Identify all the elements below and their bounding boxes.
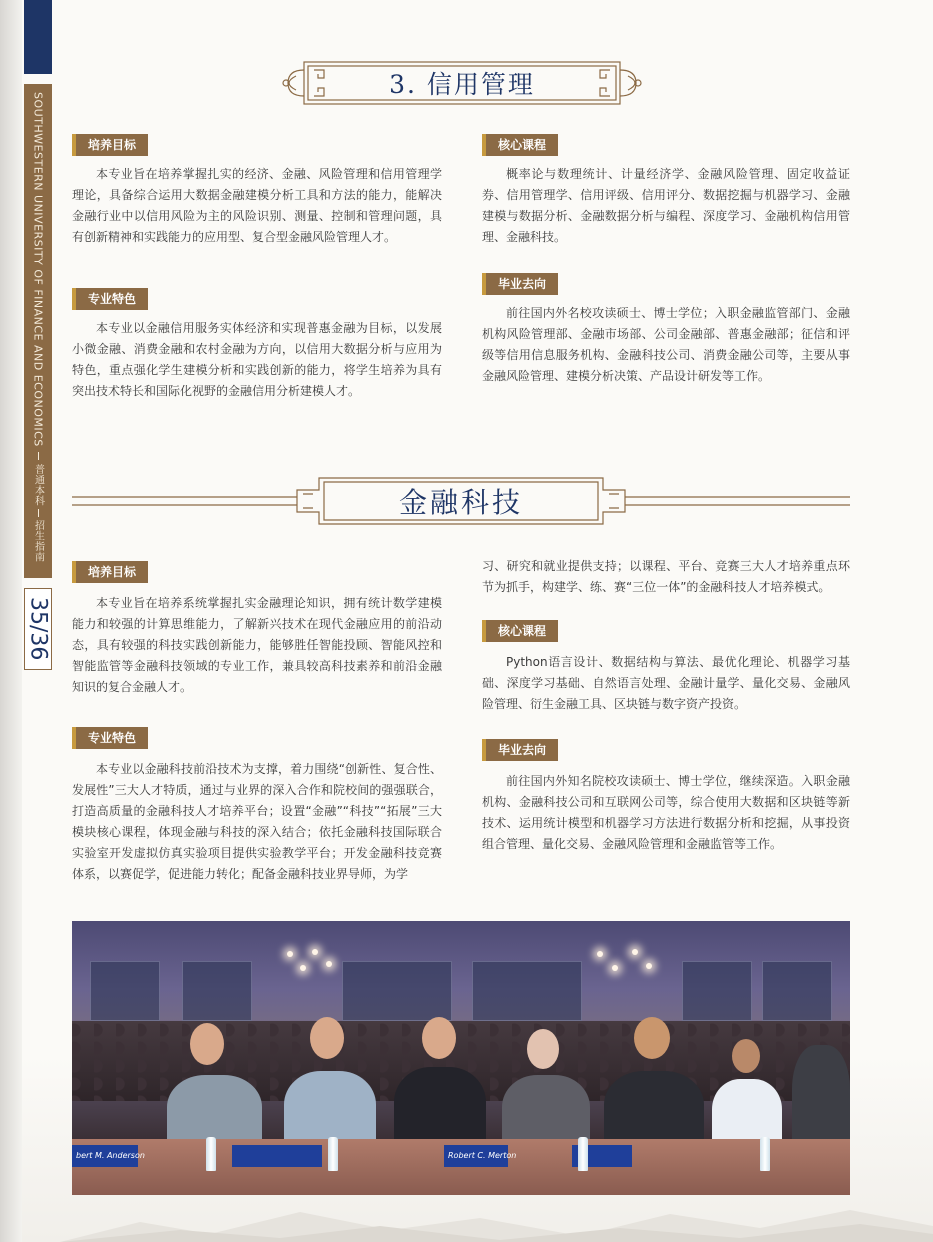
paragraph: Python语言设计、数据结构与算法、最优化理论、机器学习基础、深度学习基础、自然语言处理、金融计量学、量化交易、金融风险管理、衍生金融工具、区块链与数字资产投资。 bbox=[482, 655, 850, 711]
spine-university-name: SOUTHWESTERN UNIVERSITY OF FINANCE AND ECONOMICS bbox=[31, 92, 45, 447]
page-gutter-shadow bbox=[0, 0, 22, 1242]
tag-label: 核心课程 bbox=[482, 620, 558, 642]
fintech-feature-continued bbox=[482, 556, 850, 598]
water-bottle bbox=[328, 1137, 338, 1171]
conference-photo bbox=[72, 921, 850, 1195]
spine-labels bbox=[24, 92, 52, 562]
fintech-courses-block bbox=[482, 620, 850, 715]
section-title-text: 金融科技 bbox=[398, 486, 523, 519]
tag-label: 专业特色 bbox=[72, 727, 148, 749]
section-title-credit bbox=[278, 60, 646, 106]
paragraph: 前往国内外名校攻读硕士、博士学位；入职金融监管部门、金融机构风险管理部、金融市场部、公司金融部、普惠金融部；征信和评级等信用信息服务机构、金融科技公司、消费金融公司等，主要从事金融风险管理、建模分析决策、产品设计研发等工作。 bbox=[482, 306, 850, 383]
water-bottle bbox=[578, 1137, 588, 1171]
water-bottle bbox=[760, 1137, 770, 1171]
nameplate bbox=[232, 1145, 322, 1167]
paragraph: 本专业旨在培养系统掌握扎实金融理论知识，拥有统计数学建模能力和较强的计算思维能力，了解新兴技术在现代金融应用的前沿动态，具有较强的科技实践创新能力，能够胜任智能投顾、智能风控和智能监管等金融科技领域的专业工作，兼具较高科技素养和前沿金融知识的复合金融人才。 bbox=[72, 596, 442, 694]
paragraph: 本专业旨在培养掌握扎实的经济、金融、风险管理和信用管理学理论，具备综合运用大数据金融建模分析工具和方法的能力，能解决金融行业中以信用风险为主的风险识别、测量、控制和管理问题，具有创新精神和实践能力的应用型、复合型金融风险管理人才。 bbox=[72, 167, 442, 244]
tag-label: 专业特色 bbox=[72, 288, 148, 310]
mountain-decoration bbox=[60, 1200, 933, 1242]
fintech-feature-block bbox=[72, 727, 442, 885]
section-title-text: 3. 信用管理 bbox=[389, 70, 535, 99]
paragraph: 本专业以金融信用服务实体经济和实现普惠金融为目标，以发展小微金融、消费金融和农村金融为方向，以信用大数据分析与应用为特色，重点强化学生建模分析和实践创新的能力，将学生培养为具有突出技术特长和国际化视野的金融信用分析建模人才。 bbox=[72, 321, 442, 398]
nameplate: Robert C. Merton bbox=[444, 1145, 508, 1167]
water-bottle bbox=[206, 1137, 216, 1171]
credit-goal-block bbox=[72, 134, 442, 248]
credit-feature-block bbox=[72, 288, 442, 402]
fintech-career-block bbox=[482, 739, 850, 855]
tag-label: 核心课程 bbox=[482, 134, 558, 156]
tag-label: 培养目标 bbox=[72, 561, 148, 583]
paragraph: 习、研究和就业提供支持；以课程、平台、竞赛三大人才培养重点环节为抓手，构建学、练、赛“三位一体”的金融科技人才培养模式。 bbox=[482, 559, 850, 594]
credit-courses-block bbox=[482, 134, 850, 248]
spine-label-undergrad: 普通本科 bbox=[32, 463, 44, 506]
page-number: 35/36 bbox=[24, 588, 52, 670]
tag-label: 毕业去向 bbox=[482, 273, 558, 295]
paragraph: 概率论与数理统计、计量经济学、金融风险管理、固定收益证券、信用管理学、信用评级、信用评分、数据挖掘与机器学习、金融建模与数据分析、金融数据分析与编程、深度学习、金融机构信用管理、金融科技。 bbox=[482, 167, 850, 244]
paragraph: 前往国内外知名院校攻读硕士、博士学位，继续深造。入职金融机构、金融科技公司和互联网公司等，综合使用大数据和区块链等新技术、运用统计模型和机器学习方法进行数据分析和挖掘，从事投资组合管理、量化交易、金融风险管理和金融监管等工作。 bbox=[482, 774, 850, 851]
nameplate: bert M. Anderson bbox=[72, 1145, 138, 1167]
spine-blue-bar bbox=[24, 0, 52, 74]
tag-label: 毕业去向 bbox=[482, 739, 558, 761]
fintech-goal-block bbox=[72, 561, 442, 698]
tag-label: 培养目标 bbox=[72, 134, 148, 156]
credit-career-block bbox=[482, 273, 850, 387]
spine-label-guide: 招生指南 bbox=[32, 520, 44, 562]
section-title-fintech bbox=[72, 470, 850, 532]
paragraph: 本专业以金融科技前沿技术为支撑，着力围绕“创新性、复合性、发展性”三大人才特质，通过与业界的深入合作和院校间的强强联合，打造高质量的金融科技人才培养平台；设置“金融”“科技”“拓展”三大模块核心课程，体现金融与科技的深入结合；依托金融科技国际联合实验室开发虚拟仿真实验项目提供实验教学平台；开发金融科技竞赛体系，以赛促学，促进能力转化；配备金融科技业界导师，为学 bbox=[72, 762, 442, 881]
